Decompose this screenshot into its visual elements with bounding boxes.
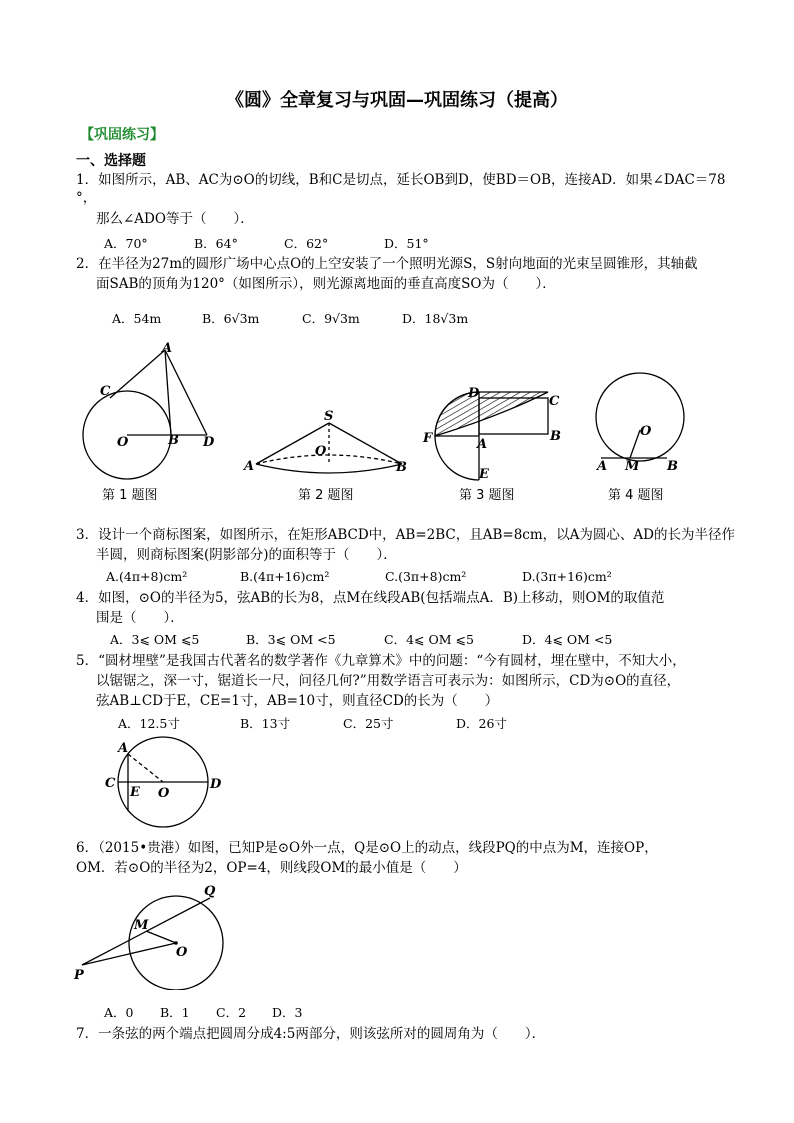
q3-option-b: B.(4π+16)cm² — [240, 569, 330, 584]
caption-figure-3: 第 3 题图 — [459, 488, 515, 503]
figure-1 — [83, 350, 207, 479]
q1-option-d: D．51° — [384, 236, 429, 251]
q3-option-c: C.(3π+8)cm² — [385, 569, 467, 584]
figures-row — [70, 340, 730, 485]
q5-option-c: C．25寸 — [343, 716, 394, 731]
q5-option-d: D．26寸 — [456, 716, 507, 731]
fig1-label-o: O — [117, 435, 129, 450]
q2-option-c: C．9√3m — [302, 311, 360, 326]
q6-line1: 6．（2015•贵港）如图，已知P是⊙O外一点，Q是⊙O上的动点，线段PQ的中点为M，连接OP， — [76, 840, 658, 856]
fig2-label-b: B — [396, 460, 407, 475]
q4-option-a: A．3⩽ OM ⩽5 — [110, 632, 200, 647]
fig1-label-b: B — [168, 433, 179, 448]
fig4-label-a: A — [597, 459, 608, 474]
figure-2 — [256, 423, 402, 473]
q1-line2: °， — [76, 190, 97, 206]
q6-option-b: B．1 — [160, 1005, 190, 1020]
fig4-label-b: B — [667, 459, 678, 474]
fig5-label-o: O — [158, 786, 170, 801]
q5-line3: 弦AB⊥CD于E，CE=1寸，AB=10寸，则直径CD的长为（ ） — [96, 693, 499, 709]
fig3-label-b: B — [550, 429, 561, 444]
fig1-label-d: D — [203, 435, 215, 450]
fig1-label-a: A — [162, 341, 173, 356]
caption-figure-4: 第 4 题图 — [608, 488, 664, 503]
fig1-line-ad — [165, 350, 207, 435]
fig4-label-o: O — [640, 424, 652, 439]
q5-line2: 以锯锯之，深一寸，锯道长一尺，问径几何?”用数学语言可表示为：如图所示，CD为⊙O的直径， — [96, 673, 681, 689]
q6-option-c: C．2 — [216, 1005, 247, 1020]
q7-line1: 7．一条弦的两个端点把圆周分成4:5两部分，则该弦所对的圆周角为（ ）． — [76, 1026, 546, 1042]
figure-4 — [596, 373, 684, 461]
section-tag: 【巩固练习】 — [80, 127, 164, 143]
q2-option-a: A．54m — [112, 311, 162, 326]
fig2-label-s: S — [324, 409, 334, 424]
fig5-label-a: A — [118, 741, 129, 756]
q6-option-a: A．0 — [104, 1005, 134, 1020]
q1-option-b: B．64° — [194, 236, 238, 251]
q3-line1: 3．设计一个商标图案，如图所示，在矩形ABCD中，AB=2BC，且AB=8cm，以A为圆心、AD的长为半径作 — [76, 527, 735, 543]
fig2-arc-front — [256, 464, 402, 473]
q3-option-d: D.(3π+16)cm² — [522, 569, 612, 584]
fig3-label-a: A — [477, 437, 488, 452]
fig2-line-sb — [329, 423, 402, 464]
q6-line2: OM．若⊙O的半径为2，OP=4，则线段OM的最小值是（ ） — [76, 860, 467, 876]
fig1-line-ac — [110, 350, 165, 398]
q1-option-a: A．70° — [104, 236, 148, 251]
q4-line2: 围是（ ）． — [96, 610, 184, 626]
fig6-line-mo — [146, 931, 176, 943]
q6-option-d: D．3 — [272, 1005, 303, 1020]
fig4-label-m: M — [625, 459, 640, 474]
fig1-line-ab — [165, 350, 171, 435]
q2-line1: 2．在半径为27m的圆形广场中心点O的上空安装了一个照明光源S，S射向地面的光束呈圆锥形，其轴截 — [76, 256, 698, 272]
fig5-label-d: D — [210, 777, 222, 792]
q1-line1: 1．如图所示，AB、AC为⊙O的切线，B和C是切点，延长OB到D，使BD＝OB，连接AD．如果∠DAC＝78 — [76, 172, 726, 188]
q2-line2: 面SAB的顶角为120°（如图所示），则光源离地面的垂直高度SO为（ ）． — [96, 276, 556, 292]
fig3-label-d: D — [468, 386, 480, 401]
q5-option-b: B．13寸 — [240, 716, 291, 731]
q4-option-d: D．4⩽ OM <5 — [522, 632, 613, 647]
figure-5 — [100, 735, 240, 830]
q5-option-a: A．12.5寸 — [118, 716, 180, 731]
fig3-label-c: C — [549, 394, 560, 409]
fig5-line-ao — [128, 754, 163, 782]
fig4-circle — [596, 373, 684, 461]
q4-line1: 4．如图，⊙O的半径为5，弦AB的长为8，点M在线段AB(包括端点A．B)上移动，则OM的取值范 — [76, 590, 665, 606]
q4-option-c: C．4⩽ OM ⩽5 — [384, 632, 474, 647]
fig2-label-a: A — [244, 459, 255, 474]
fig6-label-p: P — [74, 968, 84, 983]
fig6-label-o: O — [176, 945, 188, 960]
caption-figure-1: 第 1 题图 — [102, 488, 158, 503]
q3-option-a: A.(4π+8)cm² — [106, 569, 188, 584]
q4-option-b: B．3⩽ OM <5 — [246, 632, 336, 647]
fig2-label-o: O — [315, 444, 327, 459]
fig5-label-e: E — [130, 785, 140, 800]
q3-line2: 半圆，则商标图案(阴影部分)的面积等于（ ）． — [96, 547, 397, 563]
fig5-label-c: C — [105, 776, 116, 791]
q1-option-c: C．62° — [284, 236, 329, 251]
fig3-label-e: E — [479, 467, 489, 482]
figure-3 — [435, 392, 548, 480]
q2-option-b: B．6√3m — [202, 311, 260, 326]
q2-option-d: D．18√3m — [402, 311, 469, 326]
figure-6 — [70, 880, 250, 990]
fig6-label-q: Q — [204, 884, 216, 899]
fig4-line-om — [630, 430, 640, 458]
fig6-label-m: M — [134, 918, 149, 933]
fig1-label-c: C — [100, 384, 111, 399]
fig3-label-f: F — [423, 431, 433, 446]
caption-figure-2: 第 2 题图 — [298, 488, 354, 503]
q1-line3: 那么∠ADO等于（ ）． — [96, 211, 254, 227]
q5-line1: 5．“圆材埋壁”是我国古代著名的数学著作《九章算术》中的问题：“今有圆材，埋在壁中，不知大小， — [76, 653, 686, 669]
page-title: 《圆》全章复习与巩固—巩固练习（提高） — [226, 90, 568, 111]
section-heading: 一、选择题 — [76, 153, 146, 169]
